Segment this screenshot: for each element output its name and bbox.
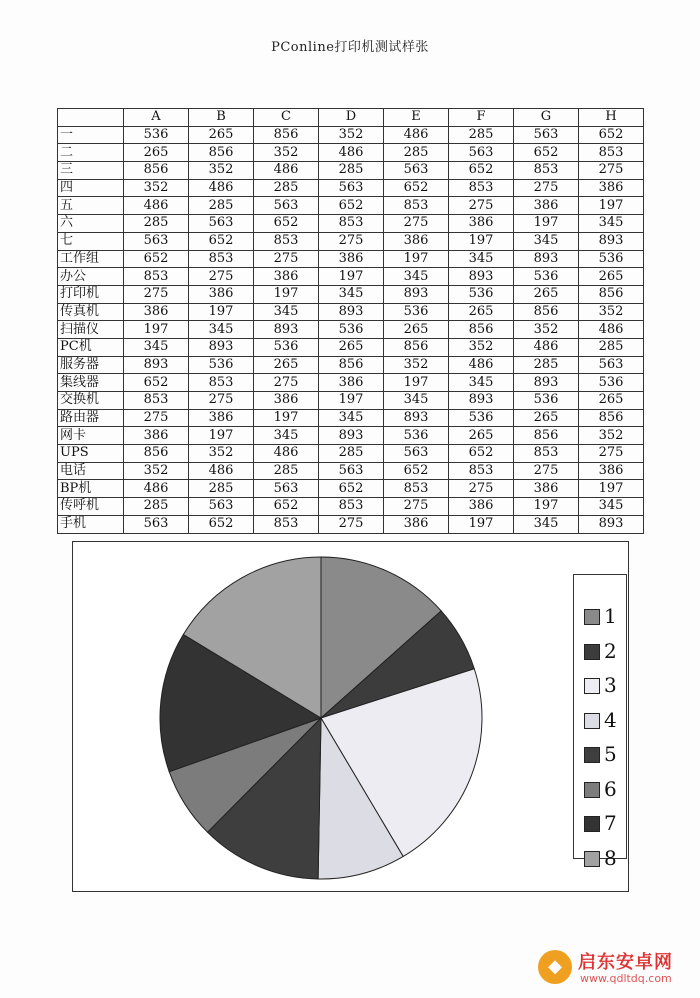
table-cell: 652: [189, 515, 254, 533]
table-cell: 652: [579, 126, 644, 144]
table-cell: 853: [254, 515, 319, 533]
table-cell: 536: [514, 392, 579, 410]
column-header: H: [579, 109, 644, 127]
table-row: [58, 321, 644, 339]
table-cell: 486: [124, 480, 189, 498]
row-label: 网卡: [58, 427, 124, 445]
table-cell: 563: [189, 498, 254, 516]
table-cell: 563: [449, 144, 514, 162]
table-cell: 275: [124, 285, 189, 303]
chart-legend: [573, 574, 627, 870]
table-cell: 352: [579, 427, 644, 445]
table-cell: 352: [189, 162, 254, 180]
table-cell: 386: [449, 498, 514, 516]
table-cell: 345: [319, 285, 384, 303]
table-cell: 536: [254, 338, 319, 356]
table-row: [58, 374, 644, 392]
table-cell: 853: [514, 162, 579, 180]
table-cell: 486: [189, 179, 254, 197]
table-cell: 386: [384, 232, 449, 250]
table-cell: 486: [449, 356, 514, 374]
table-cell: 352: [189, 445, 254, 463]
table-cell: 197: [254, 409, 319, 427]
table-cell: 265: [449, 303, 514, 321]
table-cell: 893: [254, 321, 319, 339]
table-cell: 563: [384, 445, 449, 463]
table-cell: 856: [449, 321, 514, 339]
watermark-url: www.qdltdq.com: [580, 972, 672, 985]
table-cell: 486: [319, 144, 384, 162]
column-header: C: [254, 109, 319, 127]
table-cell: 563: [319, 462, 384, 480]
table-cell: 285: [579, 338, 644, 356]
table-cell: 386: [254, 268, 319, 286]
table-cell: 386: [319, 374, 384, 392]
table-cell: 652: [449, 162, 514, 180]
legend-label: 4: [604, 707, 617, 732]
table-cell: 893: [449, 268, 514, 286]
table-row: [58, 356, 644, 374]
row-label: 交换机: [58, 392, 124, 410]
table-cell: 265: [254, 356, 319, 374]
table-cell: 853: [449, 179, 514, 197]
table-cell: 386: [189, 409, 254, 427]
column-header: B: [189, 109, 254, 127]
document-title: PConline打印机测试样张: [271, 40, 429, 55]
row-label: 二: [58, 144, 124, 162]
table-cell: 352: [124, 462, 189, 480]
table-cell: 345: [579, 498, 644, 516]
legend-item: [584, 638, 624, 664]
table-row: [58, 427, 644, 445]
table-cell: 536: [384, 427, 449, 445]
table-cell: 486: [254, 162, 319, 180]
table-cell: 856: [384, 338, 449, 356]
table-cell: 563: [189, 215, 254, 233]
table-cell: 652: [449, 445, 514, 463]
table-cell: 563: [254, 480, 319, 498]
table-cell: 285: [189, 197, 254, 215]
table-cell: 197: [254, 285, 319, 303]
table-cell: 893: [124, 356, 189, 374]
table-cell: 275: [319, 515, 384, 533]
table-row: [58, 392, 644, 410]
table-cell: 275: [254, 374, 319, 392]
table-row: [58, 515, 644, 533]
table-cell: 856: [514, 427, 579, 445]
legend-label: 6: [604, 776, 617, 801]
table-row: [58, 144, 644, 162]
table-cell: 285: [319, 162, 384, 180]
row-label: 传真机: [58, 303, 124, 321]
table-cell: 536: [579, 374, 644, 392]
table-cell: 853: [579, 144, 644, 162]
table-cell: 197: [579, 480, 644, 498]
legend-item: [584, 845, 624, 871]
table-cell: 652: [254, 498, 319, 516]
table-row: [58, 445, 644, 463]
table-cell: 285: [124, 498, 189, 516]
legend-swatch: [584, 747, 600, 763]
table-row: [58, 197, 644, 215]
column-header: G: [514, 109, 579, 127]
table-cell: 652: [514, 144, 579, 162]
table-cell: 853: [254, 232, 319, 250]
legend-label: 5: [604, 742, 617, 766]
table-row: [58, 462, 644, 480]
table-cell: 536: [124, 126, 189, 144]
row-label: 集线器: [58, 374, 124, 392]
table-row: [58, 480, 644, 498]
row-label: 七: [58, 232, 124, 250]
table-cell: 853: [124, 268, 189, 286]
table-cell: 265: [514, 409, 579, 427]
legend-label: 2: [604, 638, 617, 663]
row-label: BP机: [58, 480, 124, 498]
table-cell: 893: [449, 392, 514, 410]
table-cell: 563: [124, 232, 189, 250]
table-cell: 265: [384, 321, 449, 339]
table-cell: 275: [514, 179, 579, 197]
table-cell: 853: [319, 215, 384, 233]
table-row: [58, 162, 644, 180]
table-cell: 265: [319, 338, 384, 356]
table-cell: 275: [254, 250, 319, 268]
table-cell: 275: [449, 480, 514, 498]
table-cell: 345: [449, 250, 514, 268]
table-cell: 486: [189, 462, 254, 480]
legend-swatch: [584, 713, 600, 729]
table-cell: 345: [514, 515, 579, 533]
table-row: [58, 250, 644, 268]
table-cell: 486: [514, 338, 579, 356]
table-cell: 345: [449, 374, 514, 392]
row-label: UPS: [58, 445, 124, 463]
table-cell: 197: [449, 232, 514, 250]
table-cell: 563: [579, 356, 644, 374]
table-cell: 853: [384, 197, 449, 215]
table-cell: 197: [189, 303, 254, 321]
watermark: [538, 948, 688, 992]
table-cell: 853: [189, 374, 254, 392]
table-cell: 275: [579, 162, 644, 180]
table-cell: 265: [124, 144, 189, 162]
row-label: 工作组: [58, 250, 124, 268]
table-cell: 285: [514, 356, 579, 374]
table-cell: 853: [319, 498, 384, 516]
table-cell: 285: [254, 179, 319, 197]
legend-label: 8: [604, 845, 617, 870]
legend-item: [584, 810, 624, 836]
table-cell: 345: [514, 232, 579, 250]
table-cell: 285: [449, 126, 514, 144]
table-cell: 197: [124, 321, 189, 339]
table-cell: 486: [579, 321, 644, 339]
table-cell: 536: [514, 268, 579, 286]
table-cell: 893: [514, 250, 579, 268]
legend-item: [584, 603, 624, 629]
legend-swatch: [584, 851, 600, 867]
table-cell: 197: [579, 197, 644, 215]
table-cell: 856: [124, 445, 189, 463]
pie-chart-frame: [72, 541, 629, 892]
table-cell: 486: [254, 445, 319, 463]
legend-label: 3: [604, 673, 617, 697]
row-label: 扫描仪: [58, 321, 124, 339]
legend-label: 7: [604, 811, 617, 835]
table-cell: 856: [514, 303, 579, 321]
table-cell: 893: [579, 232, 644, 250]
table-cell: 893: [384, 285, 449, 303]
legend-item: [584, 707, 624, 733]
column-header: D: [319, 109, 384, 127]
table-cell: 486: [384, 126, 449, 144]
table-cell: 197: [514, 215, 579, 233]
table-cell: 856: [124, 162, 189, 180]
table-row: [58, 232, 644, 250]
table-corner-cell: [58, 109, 124, 127]
table-cell: 893: [189, 338, 254, 356]
table-cell: 652: [384, 462, 449, 480]
row-label: 打印机: [58, 285, 124, 303]
table-row: [58, 303, 644, 321]
table-cell: 265: [449, 427, 514, 445]
table-cell: 352: [579, 303, 644, 321]
row-label: PC机: [58, 338, 124, 356]
table-cell: 275: [579, 445, 644, 463]
table-row: [58, 126, 644, 144]
legend-swatch: [584, 678, 600, 694]
table-cell: 345: [579, 215, 644, 233]
table-cell: 197: [449, 515, 514, 533]
table-cell: 853: [384, 480, 449, 498]
table-cell: 345: [254, 427, 319, 445]
table-cell: 536: [384, 303, 449, 321]
table-cell: 386: [514, 197, 579, 215]
table-cell: 275: [189, 268, 254, 286]
table-cell: 386: [254, 392, 319, 410]
row-label: 电话: [58, 462, 124, 480]
legend-item: [584, 776, 624, 802]
table-cell: 536: [449, 409, 514, 427]
table-cell: 853: [189, 250, 254, 268]
table-cell: 265: [579, 268, 644, 286]
table-cell: 386: [319, 250, 384, 268]
table-cell: 275: [384, 498, 449, 516]
table-cell: 275: [319, 232, 384, 250]
table-cell: 275: [514, 462, 579, 480]
table-cell: 536: [319, 321, 384, 339]
table-cell: 345: [124, 338, 189, 356]
table-cell: 386: [124, 427, 189, 445]
row-label: 一: [58, 126, 124, 144]
column-header: A: [124, 109, 189, 127]
table-cell: 563: [124, 515, 189, 533]
table-cell: 856: [579, 409, 644, 427]
table-row: [58, 409, 644, 427]
table-cell: 197: [514, 498, 579, 516]
table-row: [58, 498, 644, 516]
table-cell: 352: [449, 338, 514, 356]
legend-swatch: [584, 816, 600, 832]
row-label: 四: [58, 179, 124, 197]
table-cell: 652: [124, 250, 189, 268]
table-cell: 352: [254, 144, 319, 162]
table-cell: 285: [319, 445, 384, 463]
table-cell: 265: [189, 126, 254, 144]
row-label: 传呼机: [58, 498, 124, 516]
table-row: [58, 179, 644, 197]
table-cell: 563: [319, 179, 384, 197]
table-cell: 536: [579, 250, 644, 268]
table-cell: 536: [189, 356, 254, 374]
table-header-row: [58, 109, 644, 127]
row-label: 服务器: [58, 356, 124, 374]
table-cell: 652: [124, 374, 189, 392]
table-cell: 345: [384, 392, 449, 410]
legend-swatch: [584, 644, 600, 660]
table-cell: 285: [124, 215, 189, 233]
table-cell: 197: [319, 268, 384, 286]
table-cell: 386: [579, 462, 644, 480]
table-cell: 536: [449, 285, 514, 303]
legend-item: [584, 672, 624, 698]
table-row: [58, 215, 644, 233]
table-cell: 853: [514, 445, 579, 463]
table-cell: 856: [254, 126, 319, 144]
legend-label: 1: [604, 604, 617, 628]
table-cell: 652: [384, 179, 449, 197]
column-header: E: [384, 109, 449, 127]
table-cell: 197: [189, 427, 254, 445]
legend-item: [584, 741, 624, 767]
table-cell: 352: [384, 356, 449, 374]
table-cell: 275: [449, 197, 514, 215]
table-row: [58, 285, 644, 303]
table-cell: 345: [189, 321, 254, 339]
table-cell: 563: [384, 162, 449, 180]
table-cell: 386: [449, 215, 514, 233]
data-table: [57, 108, 644, 534]
table-cell: 386: [124, 303, 189, 321]
row-label: 路由器: [58, 409, 124, 427]
table-cell: 893: [319, 303, 384, 321]
table-cell: 893: [384, 409, 449, 427]
table-cell: 285: [189, 480, 254, 498]
watermark-logo-icon: ◆: [538, 950, 572, 984]
table-cell: 853: [124, 392, 189, 410]
legend-swatch: [584, 782, 600, 798]
table-cell: 652: [319, 197, 384, 215]
table-cell: 265: [579, 392, 644, 410]
table-cell: 893: [319, 427, 384, 445]
row-label: 办公: [58, 268, 124, 286]
table-cell: 386: [514, 480, 579, 498]
table-cell: 275: [189, 392, 254, 410]
table-cell: 352: [124, 179, 189, 197]
table-cell: 893: [514, 374, 579, 392]
table-row: [58, 338, 644, 356]
table-cell: 856: [579, 285, 644, 303]
table-body: [58, 126, 644, 533]
table-cell: 386: [579, 179, 644, 197]
table-cell: 856: [319, 356, 384, 374]
row-label: 六: [58, 215, 124, 233]
legend-swatch: [584, 609, 600, 625]
table-cell: 563: [514, 126, 579, 144]
table-cell: 275: [384, 215, 449, 233]
table-cell: 352: [514, 321, 579, 339]
table-cell: 352: [319, 126, 384, 144]
table-cell: 345: [319, 409, 384, 427]
table-cell: 386: [189, 285, 254, 303]
pie-chart: [73, 542, 628, 891]
table-cell: 285: [254, 462, 319, 480]
table-cell: 893: [579, 515, 644, 533]
table-cell: 197: [319, 392, 384, 410]
table-cell: 197: [384, 250, 449, 268]
table-cell: 265: [514, 285, 579, 303]
table-cell: 275: [124, 409, 189, 427]
table-cell: 197: [384, 374, 449, 392]
table-cell: 652: [189, 232, 254, 250]
row-label: 五: [58, 197, 124, 215]
table-cell: 386: [384, 515, 449, 533]
table-cell: 856: [189, 144, 254, 162]
table-cell: 652: [319, 480, 384, 498]
watermark-name: 启东安卓网: [578, 952, 673, 973]
table-cell: 345: [254, 303, 319, 321]
table-row: [58, 268, 644, 286]
table-cell: 563: [254, 197, 319, 215]
row-label: 手机: [58, 515, 124, 533]
table-cell: 486: [124, 197, 189, 215]
row-label: 三: [58, 162, 124, 180]
table-cell: 285: [384, 144, 449, 162]
table-cell: 345: [384, 268, 449, 286]
table-cell: 652: [254, 215, 319, 233]
table-cell: 853: [449, 462, 514, 480]
column-header: F: [449, 109, 514, 127]
